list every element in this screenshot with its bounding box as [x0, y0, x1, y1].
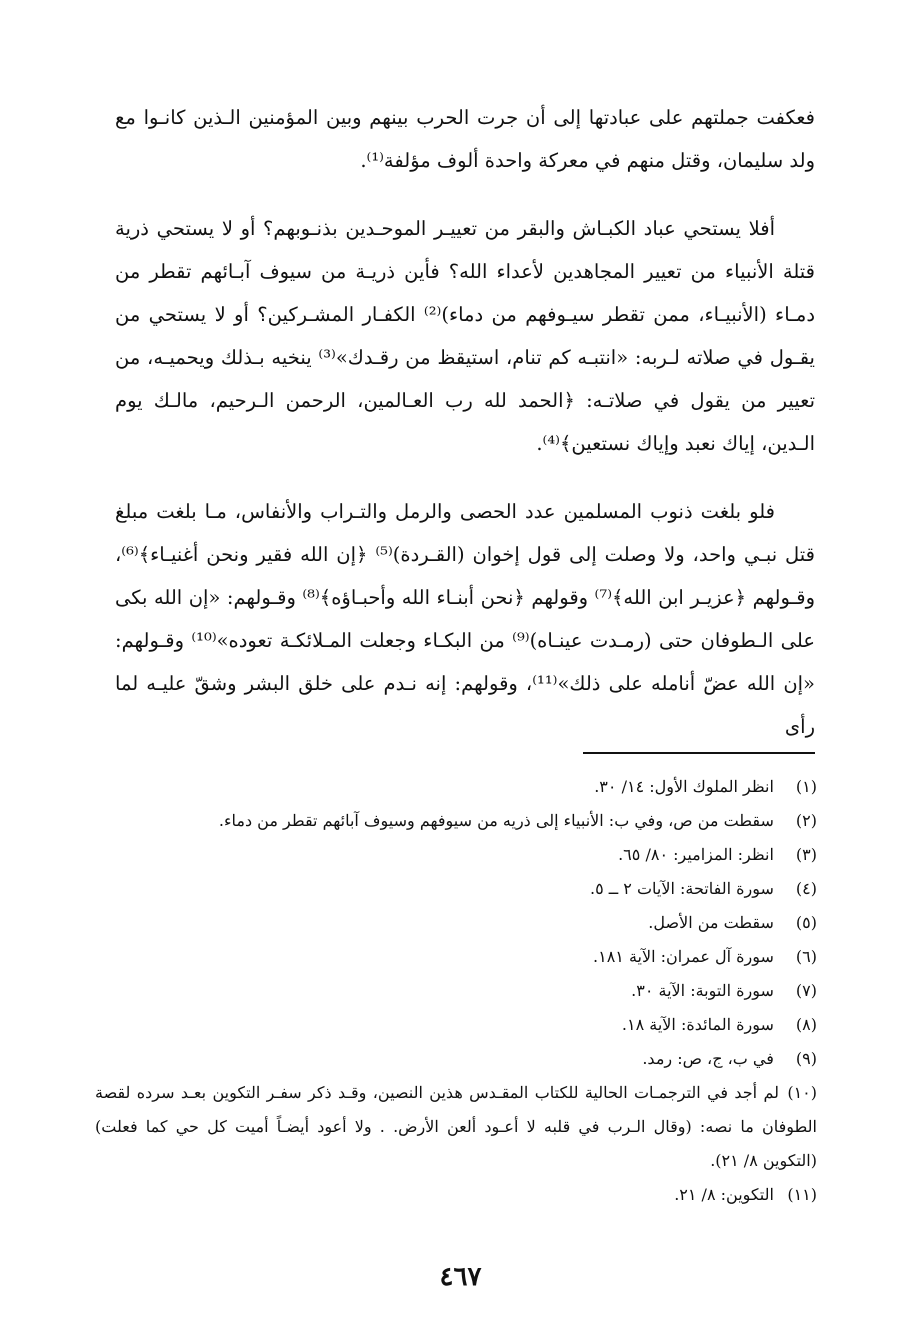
footnote-3: [95, 838, 817, 872]
footnote-separator: [583, 752, 815, 754]
footnote-number: (٥): [795, 913, 817, 932]
footnote-text: لم أجد في الترجمـات الحالية للكتاب المقـدس هذين النصين، وقـد ذكر سفـر التكوين بعـد سرده لقصة الطوفان ما نصه: (وقال الـرب في قلبه لا أعـود ألعن الأرض. . ولا أعود أيضـاً أميت كل حي كما فعلت) (التكوين ٨/ ٢١).: [95, 1083, 817, 1170]
footnote-2: [95, 804, 817, 838]
footnote-number: (١٠): [787, 1083, 817, 1102]
footnote-number: (٨): [795, 1015, 817, 1034]
footnote-4: [95, 872, 817, 906]
footnote-number: (٤): [795, 879, 817, 898]
footnote-text: سقطت من ص، وفي ب: الأنبياء إلى ذريه من سيوفهم وسيوف آبائهم تقطر من دماء.: [218, 811, 774, 830]
footnote-number: (٣): [795, 845, 817, 864]
footnote-number: (١١): [787, 1185, 817, 1204]
footnote-8: [95, 1008, 817, 1042]
paragraph-2: أفلا يستحي عباد الكبـاش والبقر من تعييـر الموحـدين بذنـوبهم؟ أو لا يستحي ذرية قتلة الأنبياء من تعيير المجاهدين لأعداء الله؟ فأين ذريـة من سيوف آبـائهم تقطر من دمـاء (الأنبيـاء، ممن تقطر سيـوفهم من دماء)⁽²⁾ الكفـار المشـركين؟ أو لا يستحي من يقـول في صلاته لـربه: «انتبـه كم تنام، استيقظ من رقـدك»⁽³⁾ ينخيه بـذلك ويحميـه، من تعيير من يقول في صلاتـه: ﴿الحمد لله رب العـالمين، الرحمن الـرحيم، مالـك يوم الـدين، إياك نعبد وإياك نستعين﴾⁽⁴⁾.: [115, 217, 815, 455]
footnote-text: انظر الملوك الأول: ١٤/ ٣٠.: [594, 777, 774, 796]
footnote-text: التكوين: ٨/ ٢١.: [674, 1185, 774, 1204]
footnote-number: (٧): [795, 981, 817, 1000]
footnote-number: (٢): [795, 811, 817, 830]
footnote-text: في ب، ج، ص: رمد.: [642, 1049, 774, 1068]
footnote-11: [95, 1178, 817, 1212]
footnotes: [95, 770, 817, 1212]
paragraph-3: فلو بلغت ذنوب المسلمين عدد الحصى والرمل والتـراب والأنفاس، مـا بلغت مبلغ قتل نبـي واحد، ولا وصلت إلى قول إخوان (القـردة)⁽⁵⁾ ﴿إن الله فقير ونحن أغنيـاء﴾⁽⁶⁾، وقـولهم ﴿عزيـر ابن الله﴾⁽⁷⁾ وقولهم ﴿نحن أبنـاء الله وأحبـاؤه﴾⁽⁸⁾ وقـولهم: «إن الله بكى على الـطوفان حتى (رمـدت عينـاه)⁽⁹⁾ من البكـاء وجعلت المـلائكـة تعوده»⁽¹⁰⁾ وقـولهم: «إن الله عضّ أنامله على ذلك»⁽¹¹⁾، وقولهم: إنه نـدم على خلق البشر وشقّ عليـه لما رأى: [115, 500, 815, 738]
footnote-10: [95, 1076, 817, 1178]
footnote-9: [95, 1042, 817, 1076]
footnote-text: انظر: المزامير: ٨٠/ ٦٥.: [618, 845, 774, 864]
footnote-text: سورة المائدة: الآية ١٨.: [621, 1015, 774, 1034]
footnote-number: (١): [795, 777, 817, 796]
main-text: [115, 96, 815, 773]
footnote-text: سورة الفاتحة: الآيات ٢ ــ ٥.: [590, 879, 774, 898]
footnote-text: سورة التوبة: الآية ٣٠.: [631, 981, 774, 1000]
footnote-6: [95, 940, 817, 974]
footnote-5: [95, 906, 817, 940]
footnote-text: سورة آل عمران: الآية ١٨١.: [593, 947, 774, 966]
footnote-number: (٩): [795, 1049, 817, 1068]
footnote-text: سقطت من الأصل.: [648, 913, 774, 932]
page-number: ٤٦٧: [439, 1262, 482, 1292]
footnote-7: [95, 974, 817, 1008]
footnote-1: [95, 770, 817, 804]
paragraph-1: فعكفت جملتهم على عبادتها إلى أن جرت الحرب بينهم وبين المؤمنين الـذين كانـوا مع ولد سليمان، وقتل منهم في معركة واحدة ألوف مؤلفة⁽¹⁾.: [115, 106, 815, 172]
footnote-number: (٦): [795, 947, 817, 966]
